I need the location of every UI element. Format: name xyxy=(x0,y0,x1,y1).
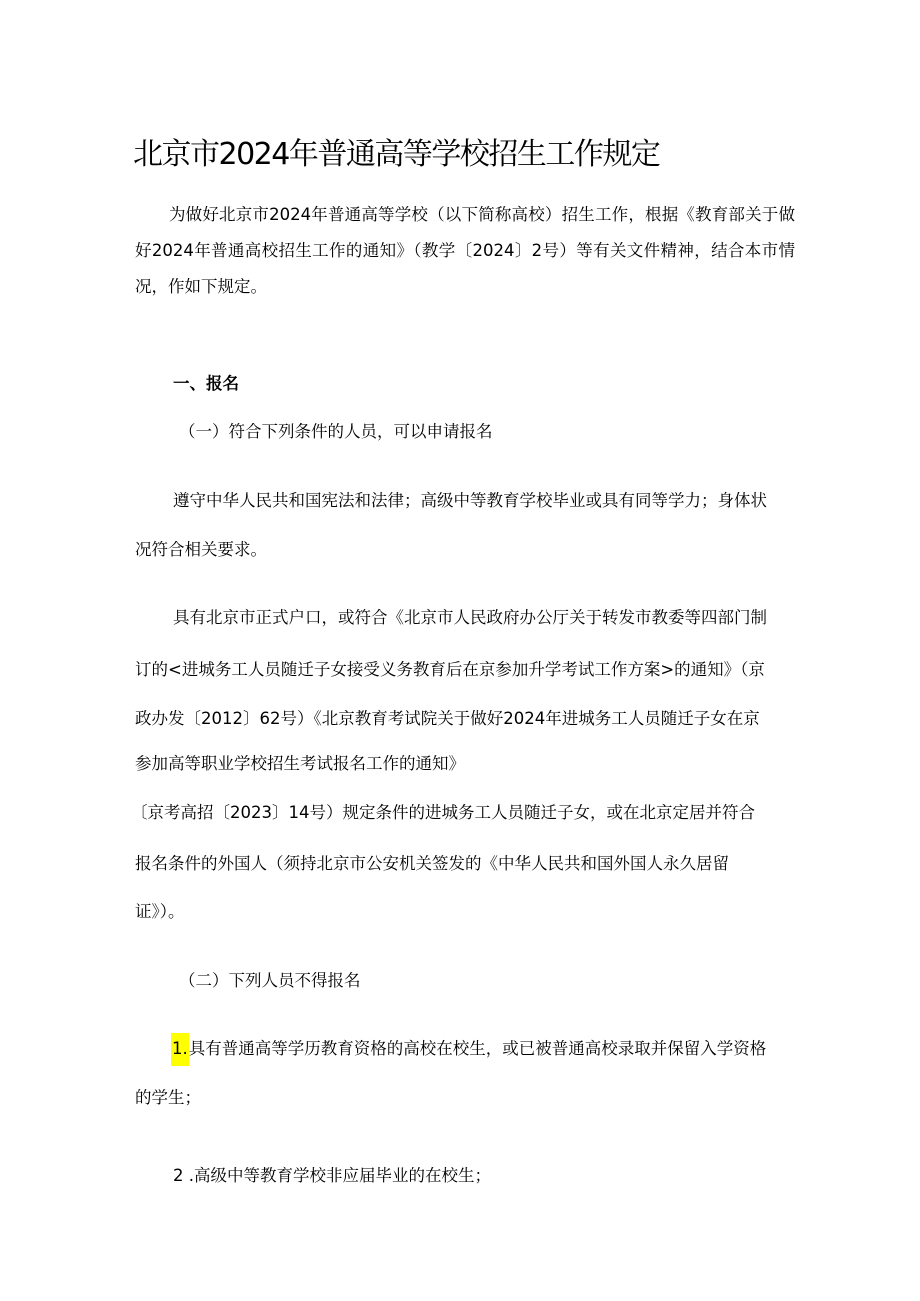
highlighted-item-number: 1. xyxy=(171,1033,189,1066)
paragraph-line: 政办发〔2012〕62号）《北京教育考试院关于做好2024年进城务工人员随迁子女在京 xyxy=(135,709,760,728)
paragraph-line: 〔京考高招〔2023〕14号）规定条件的进城务工人员随迁子女，或在北京定居并符合 xyxy=(131,803,755,822)
list-item xyxy=(171,1031,766,1067)
section-heading-registration: 一、报名 xyxy=(173,374,239,393)
paragraph-line: 的学生； xyxy=(135,1088,201,1107)
document-title: 北京市2024年普通高等学校招生工作规定 xyxy=(133,137,660,172)
list-item: 2 .高级中等教育学校非应届毕业的在校生； xyxy=(173,1166,491,1185)
subsection-heading-ineligible: （二）下列人员不得报名 xyxy=(179,971,361,990)
paragraph-line: 证》）。 xyxy=(135,902,185,921)
paragraph-line: 况符合相关要求。 xyxy=(135,540,267,559)
paragraph-line: 具有北京市正式户口，或符合《北京市人民政府办公厅关于转发市教委等四部门制 xyxy=(173,608,767,627)
paragraph-line: 参加高等职业学校招生考试报名工作的通知》 xyxy=(135,754,465,773)
list-item-text: 具有普通高等学历教育资格的高校在校生，或已被普通高校录取并保留入学资格 xyxy=(188,1039,767,1058)
paragraph-line: 订的<进城务工人员随迁子女接受义务教育后在京参加升学考试工作方案>的通知》（京 xyxy=(135,660,765,679)
intro-paragraph: 为做好北京市2024年普通高等学校（以下简称高校）招生工作，根据《教育部关于做好2024年普通高校招生工作的通知》（教学〔2024〕2号）等有关文件精神，结合本市情况，作如下规定。 xyxy=(135,205,795,296)
subsection-heading-eligible: （一）符合下列条件的人员，可以申请报名 xyxy=(179,422,493,441)
paragraph-line: 遵守中华人民共和国宪法和法律；高级中等教育学校毕业或具有同等学力；身体状 xyxy=(173,491,767,510)
paragraph-line: 报名条件的外国人（须持北京市公安机关签发的《中华人民共和国外国人永久居留 xyxy=(135,854,729,873)
